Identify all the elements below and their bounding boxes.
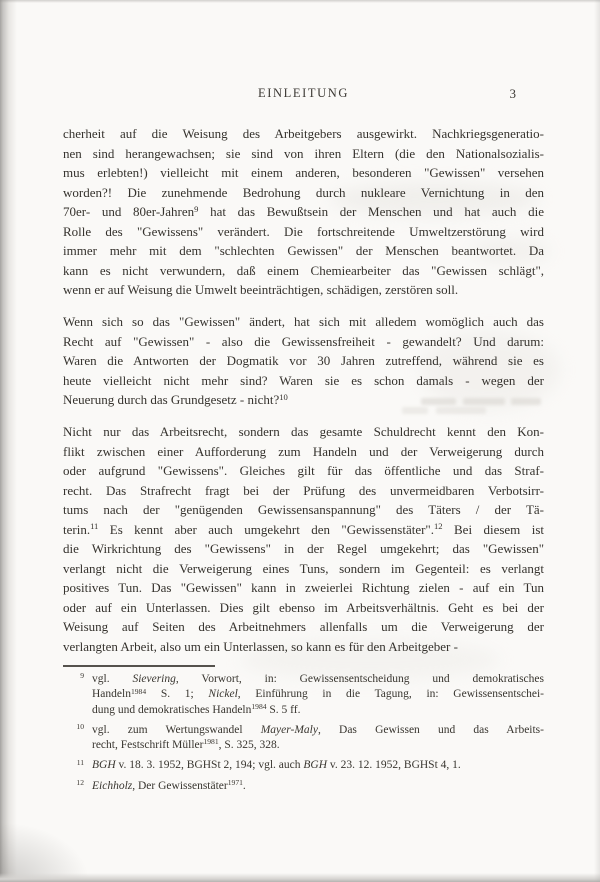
superscript-reference: 9 xyxy=(194,203,199,214)
superscript-reference: 1984 xyxy=(130,686,147,696)
paragraph xyxy=(63,124,544,300)
superscript-reference: 10 xyxy=(279,391,288,402)
text-line: cherheit auf die Weisung des Arbeitgebers ausgewirkt. Nachkriegsgeneratio- xyxy=(63,126,544,141)
text-line: Nicht nur das Arbeitsrecht, sondern das gesamte Schuldrecht kennt den Kon- xyxy=(63,424,544,439)
text-line: terin.$^{11}$ Es kennt aber auch umgekehrt den "Gewissenstäter".$^{12}$ Bei diesem ist xyxy=(63,521,544,537)
text-line: verlangten Arbeit, also um ein Unterlassen, so kann es für den Arbeitgeber - xyxy=(63,638,458,654)
superscript-reference: 1981 xyxy=(203,737,219,747)
text-line: Neuerung durch das Grundgesetz - nicht?$^{10}$ xyxy=(63,391,288,407)
text-line: tums nach der "genügenden Gewissensanspannung" des Täters / der Tä- xyxy=(63,502,544,517)
text-line: vgl. Sievering, Vorwort, in: Gewissensentscheidung und demokratisches xyxy=(92,673,544,685)
footnote xyxy=(63,779,544,794)
paragraph xyxy=(63,422,544,656)
superscript-reference: 12 xyxy=(434,521,443,532)
footnote-marker: 12 xyxy=(76,778,84,787)
footnote-separator-rule xyxy=(63,665,215,667)
text-line: 70er- und 80er-Jahren$^9$ hat das Bewußtsein der Menschen und hat auch die xyxy=(63,203,544,219)
text-line: verlangt nicht die Verweigerung eines Tuns, sondern im Gegenteil: es verlangt xyxy=(63,560,544,576)
text-line: Recht auf "Gewissen" - also die Gewissensfreiheit - gewandelt? Und darum: xyxy=(63,333,544,349)
text-line: Handeln$^{1984}$ S. 1; Nickel, Einführung in die Tagung, in: Gewissensentschei- xyxy=(92,686,544,701)
running-head-title: EINLEITUNG xyxy=(258,86,349,100)
scan-edge-shadow-right xyxy=(594,0,600,882)
text-line: Weisung auf Seiten des Arbeitnehmers allenfalls um die Verweigerung der xyxy=(63,619,544,634)
footnote xyxy=(63,672,544,718)
emphasized-text: BGH xyxy=(303,759,328,772)
footnote xyxy=(63,758,544,773)
emphasized-text: Sievering xyxy=(132,673,176,685)
page-number: 3 xyxy=(509,86,516,101)
text-line: positives Tun. Das "Gewissen" kann in zweierlei Richtung zielen - auf ein Tun xyxy=(63,580,544,595)
footnote-text xyxy=(92,723,544,754)
footnote-marker: 11 xyxy=(76,757,84,767)
text-line: recht, Festschrift Müller$^{1981}$, S. 325, 328. xyxy=(92,737,280,752)
footnote-text xyxy=(92,758,544,773)
text-line: die Wirkrichtung des "Gewissens" in der Regel umgekehrt; das "Gewissen" xyxy=(63,541,544,556)
footnote xyxy=(63,723,544,754)
text-line: immer mehr mit dem "schlechten Gewissen" der Menschen beantwortet. Da xyxy=(63,243,544,258)
footnote-marker: 10 xyxy=(76,722,84,732)
text-line: oder auf ein Unterlassen. Dies gilt ebenso im Arbeitsverhältnis. Geht es bei der xyxy=(63,599,544,615)
paragraph xyxy=(63,312,544,410)
emphasized-text: BGH xyxy=(92,759,116,772)
superscript-reference: 11 xyxy=(90,521,99,532)
superscript-reference: 1984 xyxy=(251,701,267,711)
emphasized-text: Mayer-Maly xyxy=(260,723,318,736)
scan-edge-shadow-bottom xyxy=(0,873,600,882)
text-line: mus erlebten!) vielleicht mit einem anderen, besonderen "Gewissen" versehen xyxy=(63,165,544,180)
text-line: flikt zwischen einer Aufforderung zum Handeln und der Verweigerung durch xyxy=(63,443,544,459)
text-line: worden?! Die zunehmende Bedrohung durch nukleare Vernichtung in den xyxy=(63,184,544,200)
scan-edge-shadow-top xyxy=(0,0,600,3)
emphasized-text: Eichholz xyxy=(92,779,133,792)
text-line: recht. Das Strafrecht fragt bei der Prüfung des unvermeidbaren Verbotsirr- xyxy=(63,482,544,498)
text-line: Waren die Antworten der Dogmatik vor 30 Jahren zutreffend, während sie es xyxy=(63,353,544,368)
footnote-text xyxy=(92,779,544,794)
text-line: wenn er auf Weisung die Umwelt beeinträchtigen, schädigen, zerstören soll. xyxy=(63,282,459,297)
footnote-text xyxy=(92,672,544,718)
page-header xyxy=(63,86,544,104)
text-line: Wenn sich so das "Gewissen" ändert, hat sich mit alledem womöglich auch das xyxy=(63,314,544,329)
text-line: heute vielleicht nicht mehr sind? Waren sie es schon damals - wegen der xyxy=(63,372,544,388)
footnote-marker: 9 xyxy=(80,671,84,681)
text-line: nen sind herangewachsen; sie sind von ihren Eltern (die den Nationalsozialis- xyxy=(63,145,544,161)
text-line: vgl. zum Wertungswandel Mayer-Maly, Das Gewissen und das Arbeits- xyxy=(92,723,544,736)
text-line: BGH v. 18. 3. 1952, BGHSt 2, 194; vgl. auch BGH v. 23. 12. 1952, BGHSt 4, 1. xyxy=(92,759,461,772)
superscript-reference: 1971 xyxy=(227,778,243,787)
text-line: oder aufgrund "Gewissens". Gleiches gilt für das öffentliche und das Straf- xyxy=(63,463,544,478)
text-line: Rolle des "Gewissens" verändert. Die fortschreitende Umweltzerstörung wird xyxy=(63,223,544,239)
footnotes-section xyxy=(63,672,544,799)
text-line: kann es nicht verwundern, daß einem Chemiearbeiter das "Gewissen schlägt", xyxy=(63,262,544,278)
body-text xyxy=(63,124,544,669)
text-line: dung und demokratisches Handeln$^{1984}$ S. 5 ff. xyxy=(92,701,301,716)
emphasized-text: Nickel xyxy=(208,688,238,701)
scan-edge-shadow-left xyxy=(0,0,17,882)
text-line: Eichholz, Der Gewissenstäter$^{1971}$. xyxy=(92,778,246,792)
